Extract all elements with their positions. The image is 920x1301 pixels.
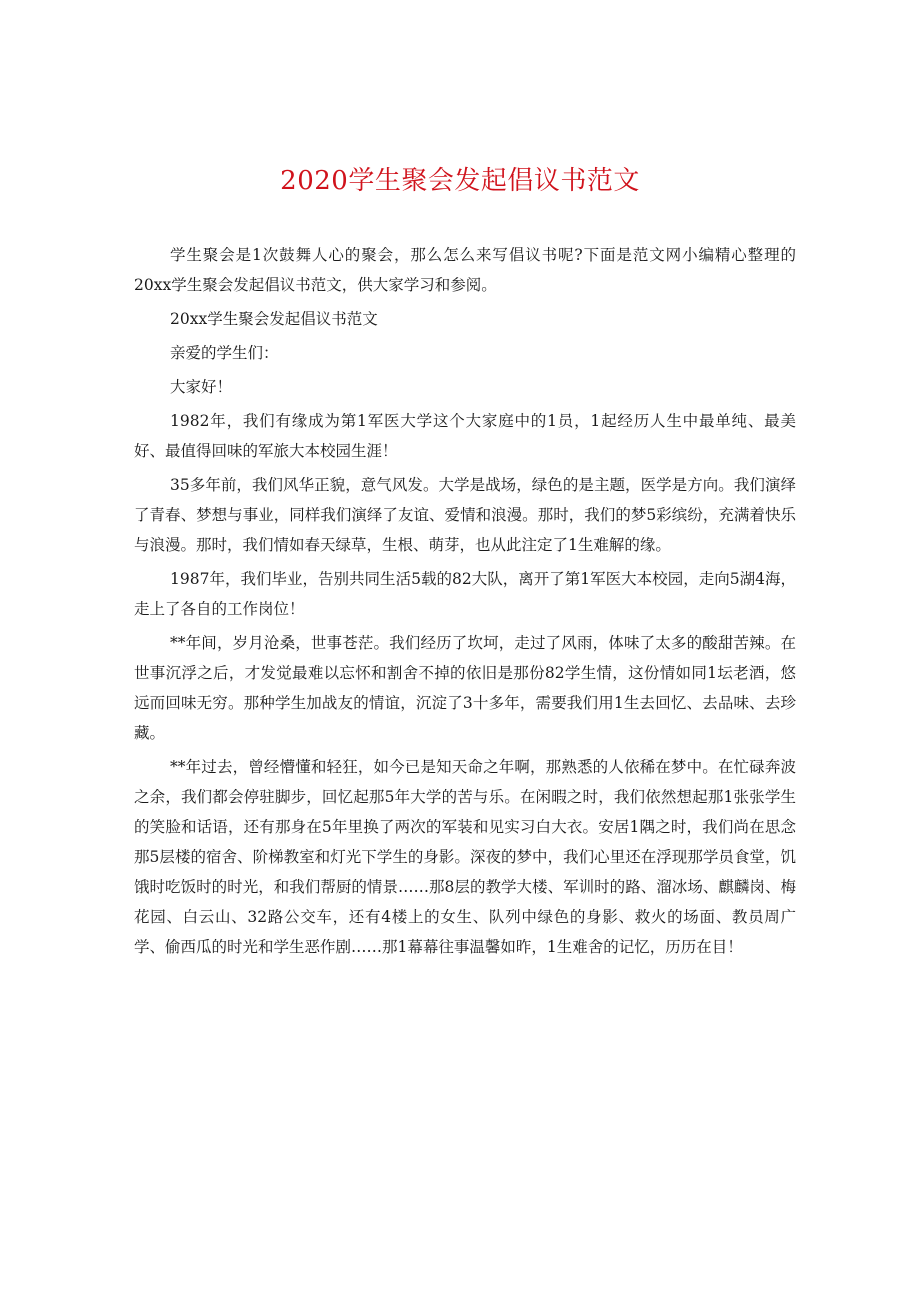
body-paragraph: 1982年，我们有缘成为第1军医大学这个大家庭中的1员，1起经历人生中最单纯、最美好、最值得回味的军旅大本校园生涯！ (134, 412, 796, 460)
body-paragraph: 35多年前，我们风华正貌，意气风发。大学是战场，绿色的是主题，医学是方向。我们演绎了青春、梦想与事业，同样我们演绎了友谊、爱情和浪漫。那时，我们的梦5彩缤纷，充满着快乐与浪漫。那时，我们情如春天绿草，生根、萌芽，也从此注定了1生难解的缘。 (134, 476, 796, 554)
document-title: 2020学生聚会发起倡议书范文 (280, 166, 640, 196)
greeting-line: 亲爱的学生们： (170, 344, 279, 362)
subtitle-line: 20xx学生聚会发起倡议书范文 (170, 310, 378, 328)
body-paragraph: **年间，岁月沧桑，世事苍茫。我们经历了坎坷，走过了风雨，体味了太多的酸甜苦辣。在世事沉浮之后，才发觉最难以忘怀和割舍不掉的依旧是那份82学生情，这份情如同1坛老酒，悠远而回味无穷。那种学生加战友的情谊，沉淀了3十多年，需要我们用1生去回忆、去品味、去珍藏。 (134, 634, 796, 742)
document-body (134, 240, 796, 966)
hello-line: 大家好！ (170, 378, 233, 396)
body-paragraph: 1987年，我们毕业，告别共同生活5载的82大队，离开了第1军医大本校园，走向5湖4海，走上了各自的工作岗位！ (134, 570, 796, 618)
body-paragraph: **年过去，曾经懵懂和轻狂，如今已是知天命之年啊，那熟悉的人依稀在梦中。在忙碌奔波之余，我们都会停驻脚步，回忆起那5年大学的苦与乐。在闲暇之时，我们依然想起那1张张学生的笑脸和话语，还有那身在5年里换了两次的军装和见实习白大衣。安居1隅之时，我们尚在思念那5层楼的宿舍、阶梯教室和灯光下学生的身影。深夜的梦中，我们心里还在浮现那学员食堂，饥饿时吃饭时的时光，和我们帮厨的情景……那8层的教学大楼、军训时的路、溜冰场、麒麟岗、梅花园、白云山、32路公交车，还有4楼上的女生、队列中绿色的身影、救火的场面、教员周广学、偷西瓜的时光和学生恶作剧……那1幕幕往事温馨如昨，1生难舍的记忆，历历在目！ (134, 758, 796, 956)
intro-paragraph: 学生聚会是1次鼓舞人心的聚会，那么怎么来写倡议书呢?下面是范文网小编精心整理的20xx学生聚会发起倡议书范文，供大家学习和参阅。 (134, 246, 796, 294)
